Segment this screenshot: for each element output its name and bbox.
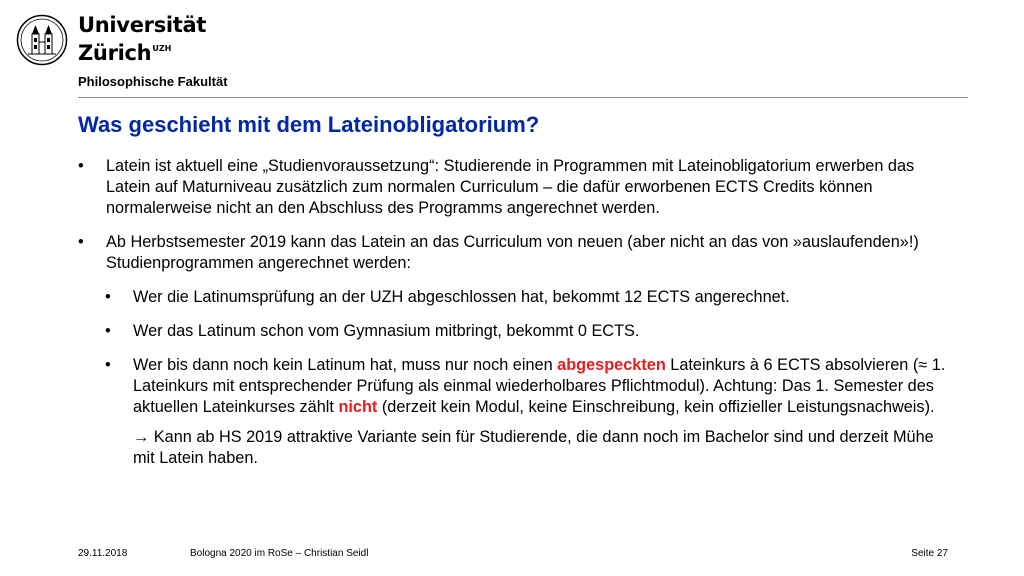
sub-bullet-item (78, 321, 958, 342)
bullet-item (78, 232, 958, 274)
highlight-nicht: nicht (338, 398, 378, 416)
faculty-name: Philosophische Fakultät (78, 74, 228, 89)
bullet-dot: • (78, 157, 84, 175)
highlight-abgespeckten: abgespeckten (557, 356, 666, 374)
bullet-dot: • (105, 322, 111, 340)
sub-bullet-text (133, 356, 945, 416)
university-seal-logo (16, 14, 68, 66)
arrow-note: → Kann ab HS 2019 attraktive Variante sein für Studierende, die dann noch im Bachelor sind und derzeit Mühe mit Latein haben. (133, 428, 934, 467)
sub-bullet-text: Wer das Latinum schon vom Gymnasium mitbringt, bekommt 0 ECTS. (133, 322, 640, 340)
university-name-line1: Universität (78, 13, 207, 37)
bullet-dot: • (105, 356, 111, 374)
sub-bullet-item (78, 355, 958, 418)
bullet-item (78, 156, 958, 219)
university-wordmark (78, 14, 206, 65)
sub-bullet-item (78, 287, 958, 308)
slide-content (78, 156, 958, 469)
slide-title: Was geschieht mit dem Lateinobligatorium? (78, 112, 540, 137)
sub-bullet-text: Wer die Latinumsprüfung an der UZH abgeschlossen hat, bekommt 12 ECTS angerechnet. (133, 288, 790, 306)
footer-date: 29.11.2018 (78, 548, 128, 559)
text-run: Lateinkurs à 6 ECTS absolvieren (≈ 1. Lateinkurs mit entsprechender Prüfung als einmal wiederholbares Pflichtmodul). Achtung: Das 1. Semester des aktuellen Lateinkurses zählt (133, 356, 946, 416)
bullet-dot: • (78, 233, 84, 251)
bullet-text: Ab Herbstsemester 2019 kann das Latein an das Curriculum von neuen (aber nicht an das von »auslaufenden»!) Studienprogrammen angerechnet werden: (106, 233, 919, 272)
university-name-line2 (78, 37, 206, 65)
university-city: Zürich (78, 41, 152, 65)
text-run: Wer bis dann noch kein Latinum hat, muss nur noch einen (133, 356, 558, 374)
bullet-dot: • (105, 288, 111, 306)
text-run: (derzeit kein Modul, keine Einschreibung, kein offizieller Leistungsnachweis). (377, 398, 935, 416)
university-abbrev: UZH (152, 44, 172, 53)
footer-page-number: Seite 27 (911, 548, 948, 559)
footer-title: Bologna 2020 im RoSe – Christian Seidl (190, 548, 369, 559)
bullet-text: Latein ist aktuell eine „Studienvoraussetzung“: Studierende in Programmen mit Lateinobligatorium erwerben das Latein auf Maturniveau zusätzlich zum normalen Curriculum – die dafür erworbenen ECTS Credits können normalerweise nicht an den Abschluss des Programms angerechnet werden. (106, 157, 915, 217)
header-divider (78, 97, 968, 98)
